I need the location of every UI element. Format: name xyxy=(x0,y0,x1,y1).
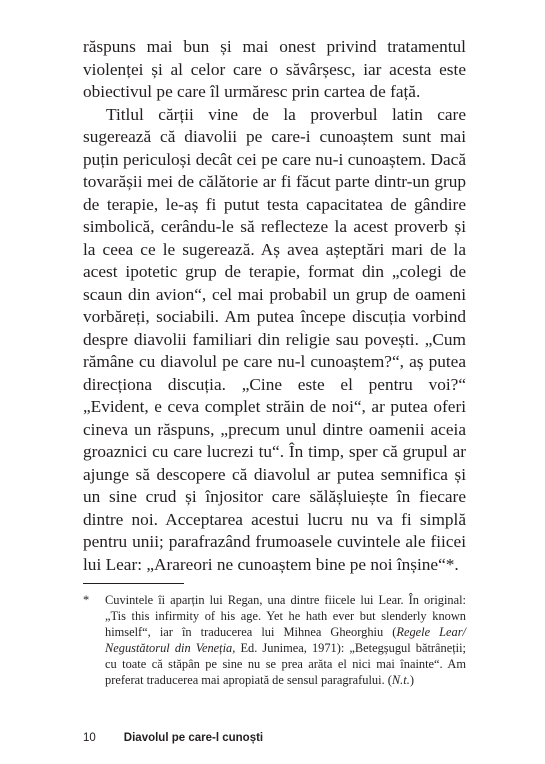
footnote-text xyxy=(105,592,466,689)
footnote-translator-note: N.t. xyxy=(391,673,410,688)
running-title: Diavolul pe care-l cunoști xyxy=(123,732,264,744)
footnote-marker: * xyxy=(83,593,90,607)
footnote-divider xyxy=(83,583,184,584)
paragraph-1: răspuns mai bun și mai onest privind tratamentul violenței și al celor care o săvârșesc, iar acesta este obiectivul pe care îl urmăresc prin cartea de față. xyxy=(83,37,466,101)
paragraph-2: Titlul cărții vine de la proverbul latin care sugerează că diavolii pe care-i cunoaștem sunt mai puțin periculoși decât cei pe care nu-i cunoaștem. Dacă tovarășii mei de călătorie ar fi făcut parte dintr-un grup de terapie, le-aș fi putut testa capacitatea de gândire simbolică, cerându-le să reflecteze la acest proverb și la ceea ce le sugerează. Aș avea așteptări mari de la acest ipotetic grup de terapie, format din „colegi de scaun din avion“, cel mai probabil un grup de oameni vorbăreți, sociabili. Am putea începe discuția vorbind despre diavolii familiari din religie sau povești. „Cum rămâne cu diavolul pe care nu-l cunoaștem?“, aș putea direcționa discuția. „Cine este el pentru voi?“ „Evident, e ceva complet străin de noi“, ar putea oferi cineva un răspuns, „precum unul dintre oamenii aceia groaznici cu care lucrezi tu“. În timp, sper că grupul ar ajunge să descopere că diavolul ar putea semnifica și un sine crud și înjositor care sălășluiește în fiecare dintre noi. Acceptarea acestui lucru nu va fi simplă pentru unii; parafrazând frumoasele cuvintele ale fiicei lui Lear: „Arareori ne cunoaștem bine pe noi înșine“*. xyxy=(83,104,466,574)
footnote-text-part: , Ed. Junimea, 1971): „Betegșugul bătrâneții; cu toate că stăpân pe sine nu se prea arăta el nici mai înainte“. Am preferat traducerea mai apropiată de sensul paragrafului. ( xyxy=(105,641,466,688)
footnote-book-title: Regele Lear/ Negustătorul din Veneția xyxy=(105,625,467,656)
page-footer xyxy=(83,731,263,745)
main-text xyxy=(83,36,466,576)
footnote xyxy=(83,592,466,689)
page-number: 10 xyxy=(83,732,96,744)
footnote-text-part: ) xyxy=(409,673,414,688)
footnote-text-part: Cuvintele îi aparțin lui Regan, una dintre fiicele lui Lear. În original: „Tis this infirmity of his age. Yet he hath ever but slenderly known himself“, iar în traducerea lui Mihnea Gheorghiu ( xyxy=(105,593,466,640)
